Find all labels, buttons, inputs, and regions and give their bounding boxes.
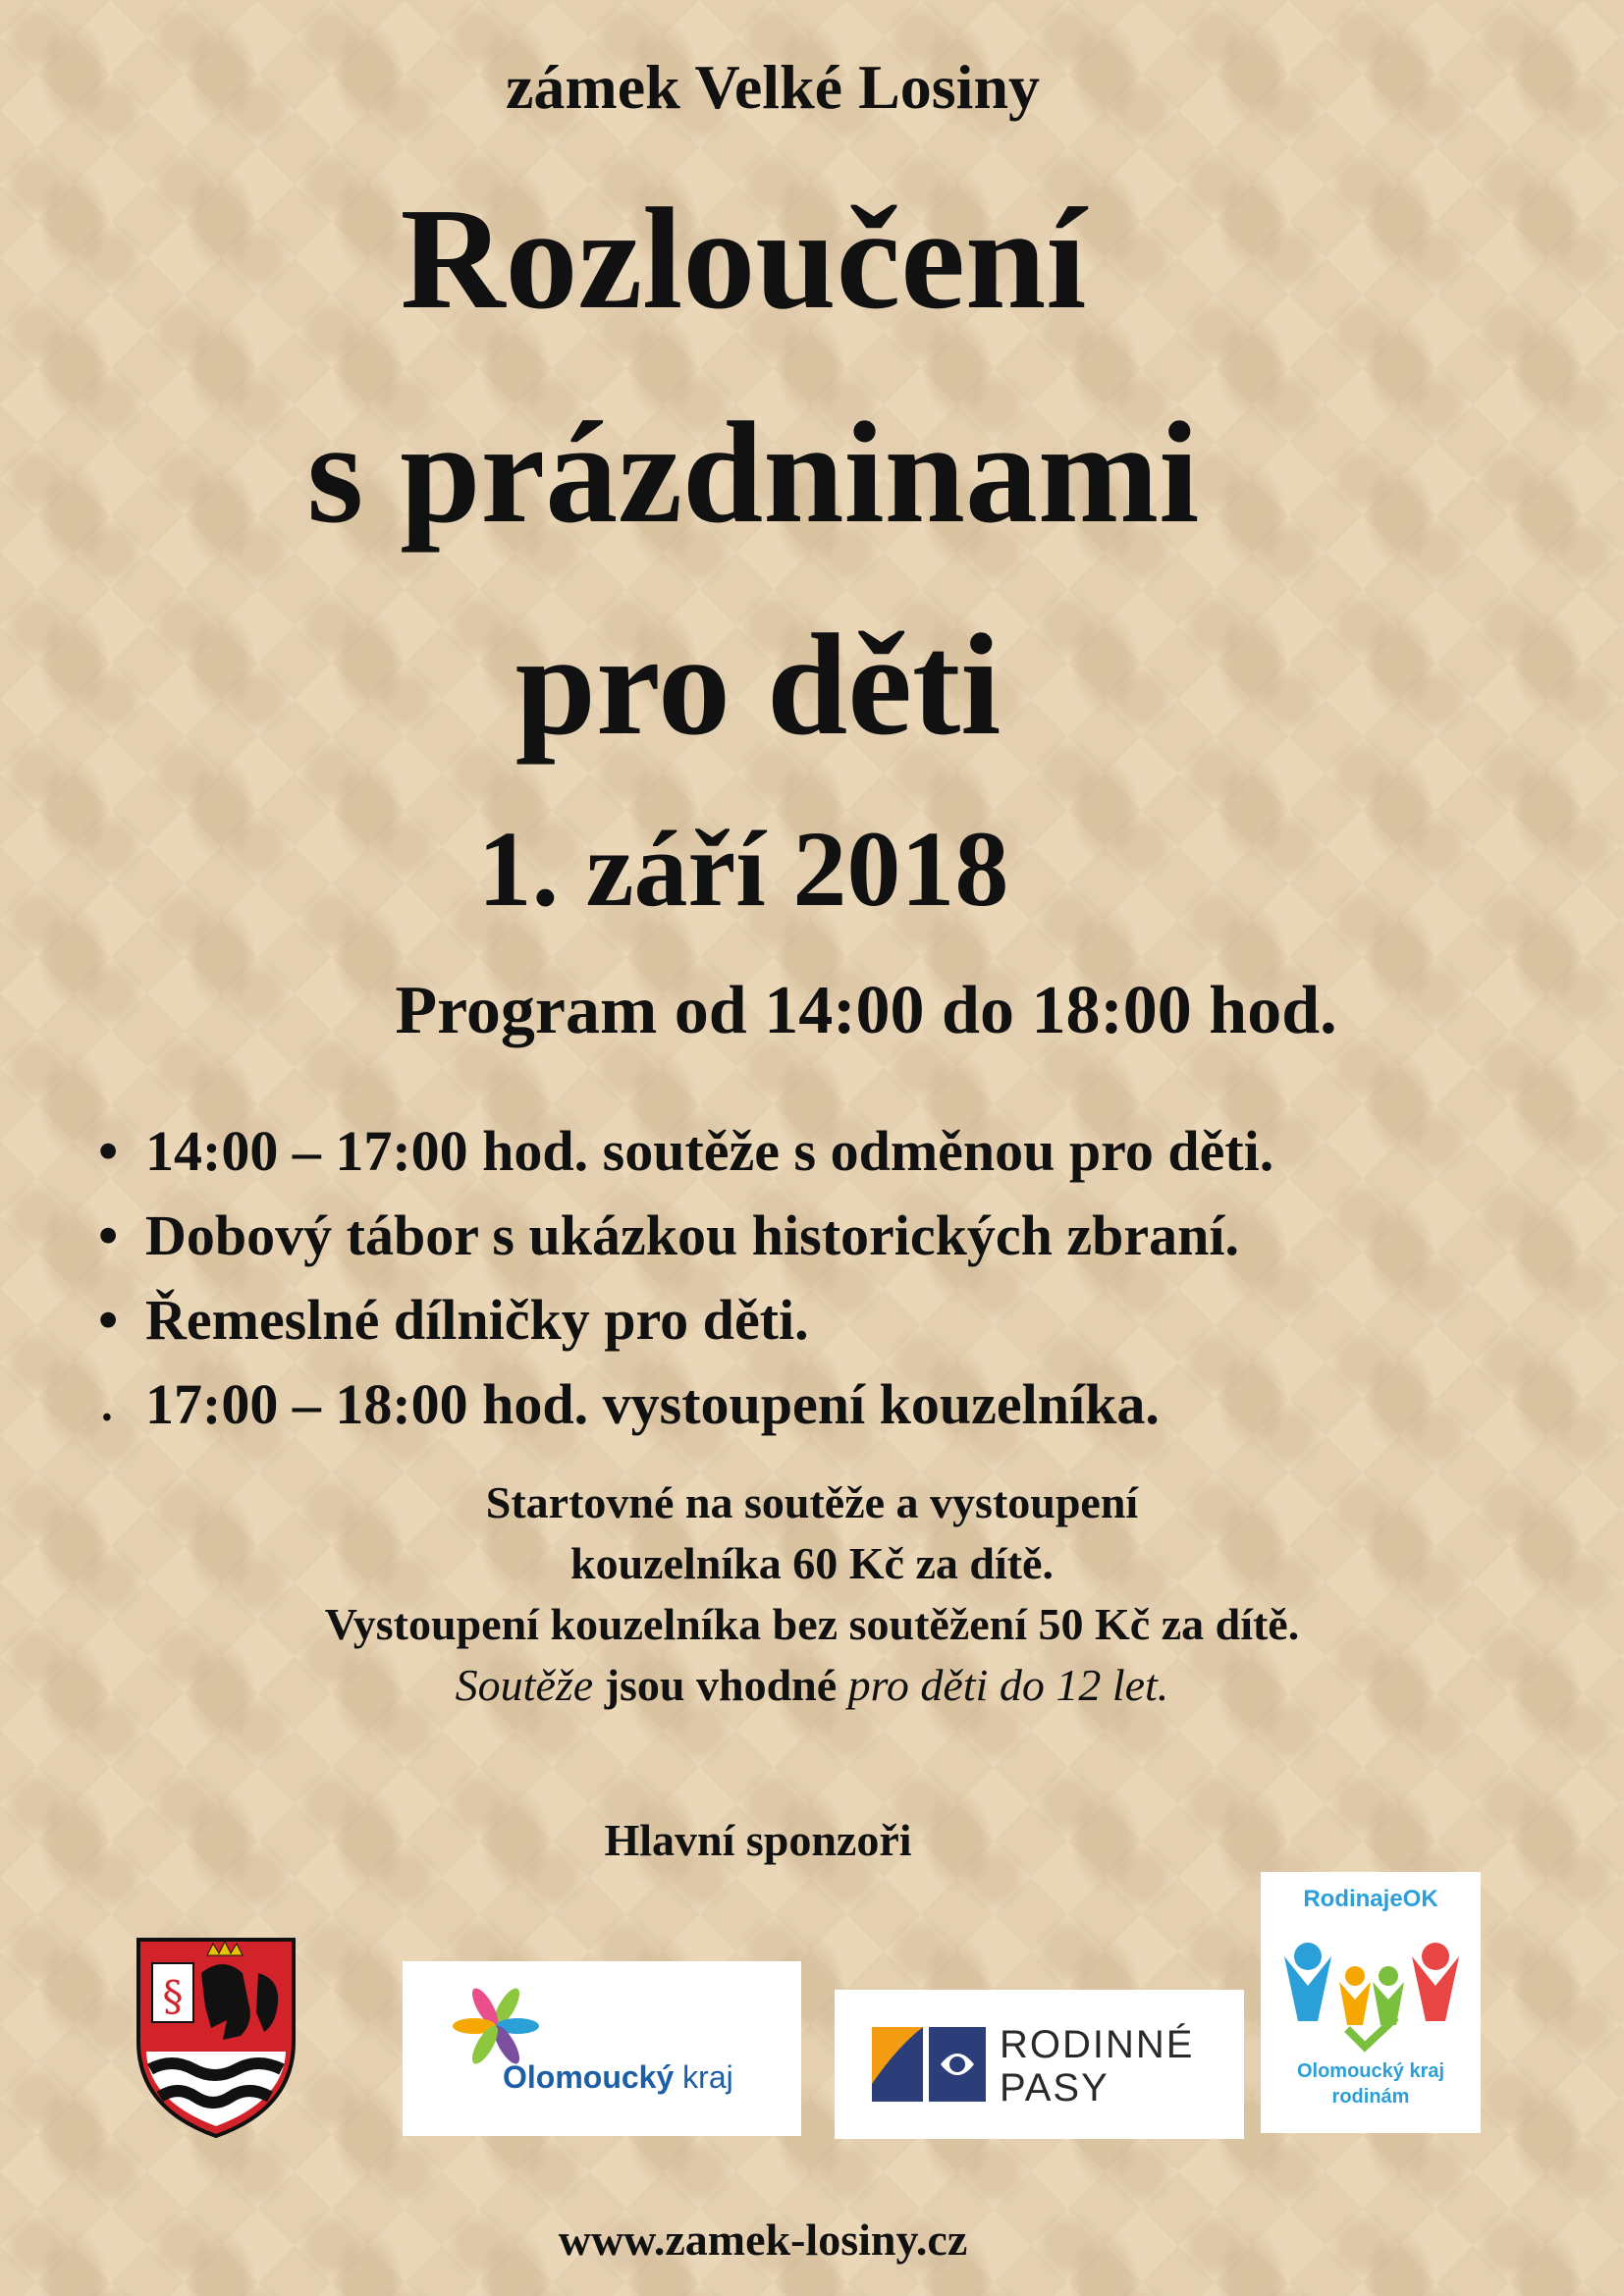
pricing-line-2: kouzelníka 60 Kč za dítě. [570,1538,1054,1588]
pricing-line-3: Vystoupení kouzelníka bez soutěžení 50 Kč za dítě. [324,1599,1300,1649]
program-time: Program od 14:00 do 18:00 hod. [395,973,1337,1048]
olomoucky-kraj-logo [403,1961,801,2136]
website-link[interactable]: www.zamek-losiny.cz [558,2215,968,2265]
rodina-je-ok-caption: Olomoucký kraj rodinám [1296,2060,1445,2108]
pricing-line-1: Startovné na soutěže a vystoupení [485,1477,1139,1527]
rodina-je-ok-logo [1261,1872,1481,2133]
list-item: • Dobový tábor s ukázkou historických zbraní. [96,1194,1273,1278]
coat-of-arms-icon [133,1934,299,2140]
list-item: • Řemeslné dílničky pro děti. [96,1278,1273,1362]
venue-name: zámek Velké Losiny [505,52,1041,122]
title-line-2: s prázdninami [306,393,1200,554]
rodina-je-ok-title: RodinajeOK [1303,1886,1438,1912]
age-note: Soutěže jsou vhodné pro děti do 12 let. [455,1660,1169,1710]
event-date: 1. září 2018 [477,809,1009,929]
list-item: • 17:00 – 18:00 hod. vystoupení kouzelníka. [96,1362,1273,1447]
svg-text:§: § [162,1972,184,2020]
rodinne-pasy-logo [835,1990,1244,2139]
list-item: • 14:00 – 17:00 hod. soutěže s odměnou pro děti. [96,1109,1273,1194]
title-line-3: pro děti [514,605,1001,766]
bullet-icon: • [102,1403,112,1433]
rodinne-pasy-wordmark: RODINNÉ PASY [1000,2023,1195,2109]
program-list [96,1109,1273,1447]
sponsors-heading: Hlavní sponzoři [604,1815,912,1865]
bullet-icon: • [98,1203,119,1267]
bullet-icon: • [98,1119,119,1183]
bullet-icon: • [98,1288,119,1352]
title-line-1: Rozloučení [400,179,1087,340]
olomoucky-kraj-wordmark: Olomoucký kraj [503,2059,733,2095]
pricing-info [0,1472,1624,1716]
